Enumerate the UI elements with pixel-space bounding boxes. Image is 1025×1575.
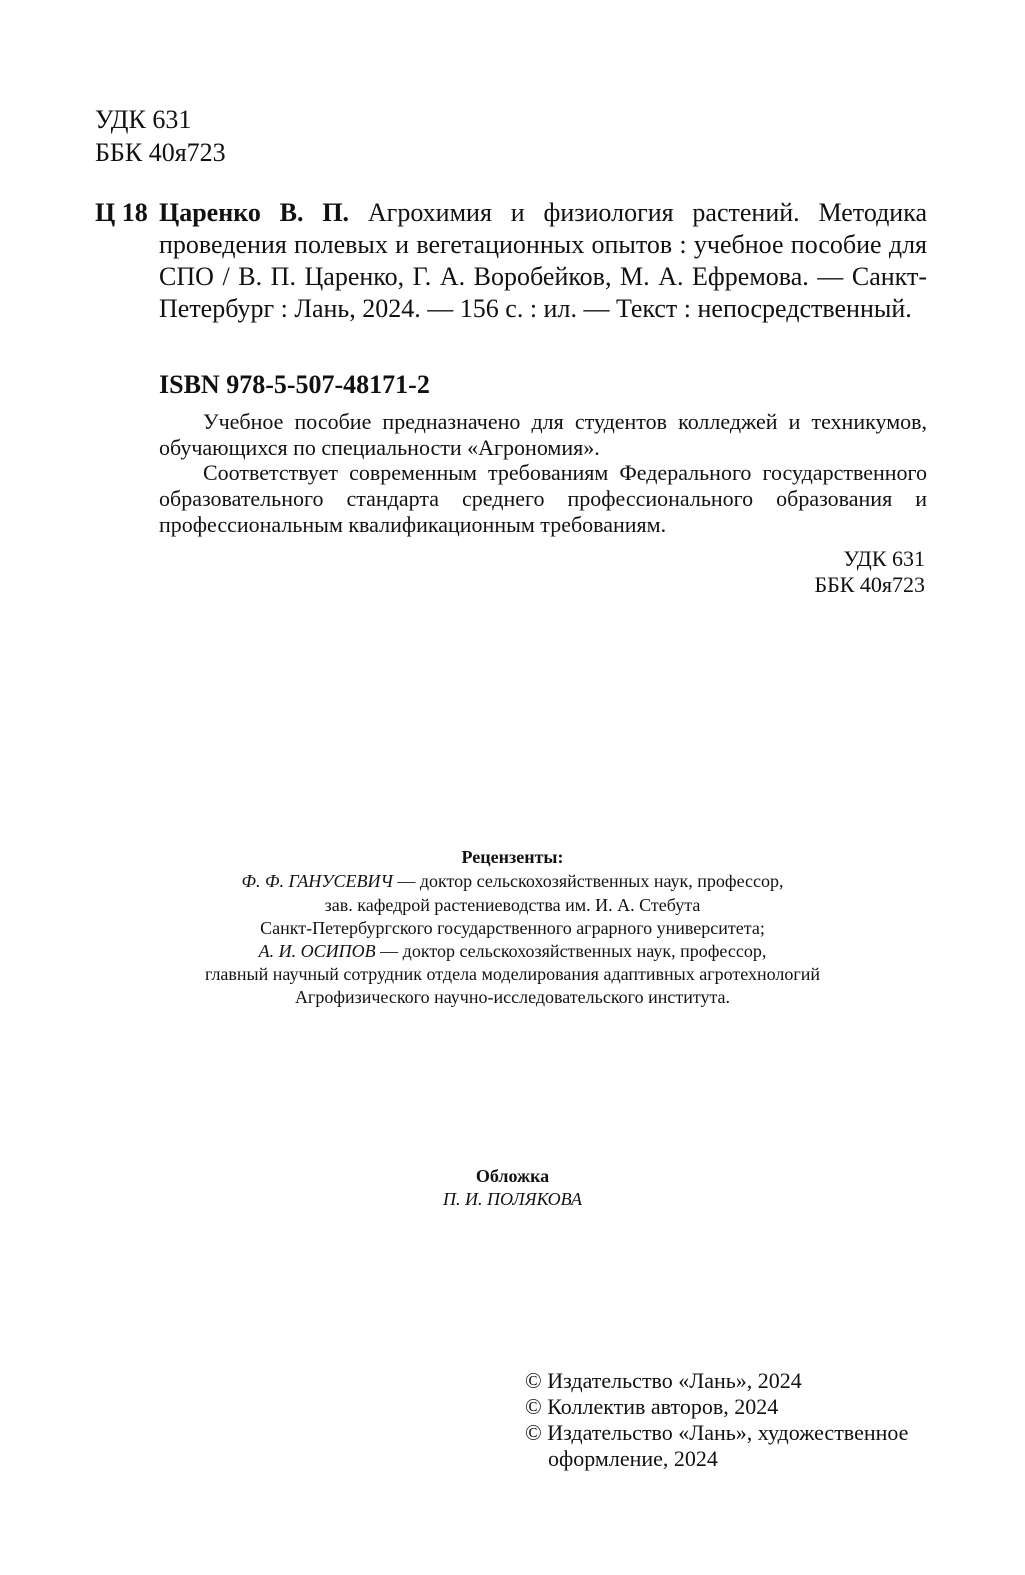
reviewer-2: А. И. ОСИПОВ — доктор сельскохозяйственных наук, профессор, [258,941,767,961]
cover-designer: П. И. ПОЛЯКОВА [443,1189,582,1209]
entry-author: Царенко В. П. [159,198,350,227]
reviewer-1: Ф. Ф. ГАНУСЕВИЧ — доктор сельскохозяйственных наук, профессор, [241,871,784,891]
annotation-paragraph: Учебное пособие предназначено для студентов колледжей и техникумов, обучающихся по специальности «Агрономия». [159,409,927,460]
annotation-paragraph: Соответствует современным требованиям Федерального государственного образовательного стандарта среднего профессионального образования и профессиональным квалификационным требованиям. [159,460,927,537]
reviewer-2-organization: Агрофизического научно-исследовательского института. [294,987,731,1007]
copyright-line: © Издательство «Лань», 2024 [525,1368,802,1393]
reviewer-2-name: А. И. ОСИПОВ [258,941,376,961]
reviewer-1-organization: Санкт-Петербургского государственного аграрного университета; [260,918,765,938]
udk-code-right: УДК 631 [843,546,925,571]
author-mark: Ц 18 [95,198,148,227]
bbk-code: ББК 40я723 [95,138,226,167]
bbk-code-right: ББК 40я723 [814,572,925,597]
udk-code: УДК 631 [95,105,192,134]
bibliographic-entry [159,197,927,325]
reviewers-title: Рецензенты: [461,847,564,867]
entry-text: Агрохимия и физиология растений. Методика проведения полевых и вегетационных опытов : учебное пособие для СПО / В. П. Царенко, Г. А. Воробейков, М. А. Ефремова. — Санкт-Петербург : Лань, 2024. — 156 с. : ил. — Текст : непосредственный. [159,198,927,323]
copyright-line: оформление, 2024 [548,1446,718,1471]
reviewer-1-position: зав. кафедрой растениеводства им. И. А. Стебута [324,895,701,915]
cover-title: Обложка [475,1166,550,1186]
reviewer-2-position: главный научный сотрудник отдела моделирования адаптивных агротехнологий [204,964,821,984]
copyright-line: © Коллектив авторов, 2024 [525,1394,779,1419]
reviewer-1-name: Ф. Ф. ГАНУСЕВИЧ [241,871,393,891]
isbn: ISBN 978-5-507-48171-2 [159,370,430,399]
copyright-line: © Издательство «Лань», художественное [525,1420,909,1445]
